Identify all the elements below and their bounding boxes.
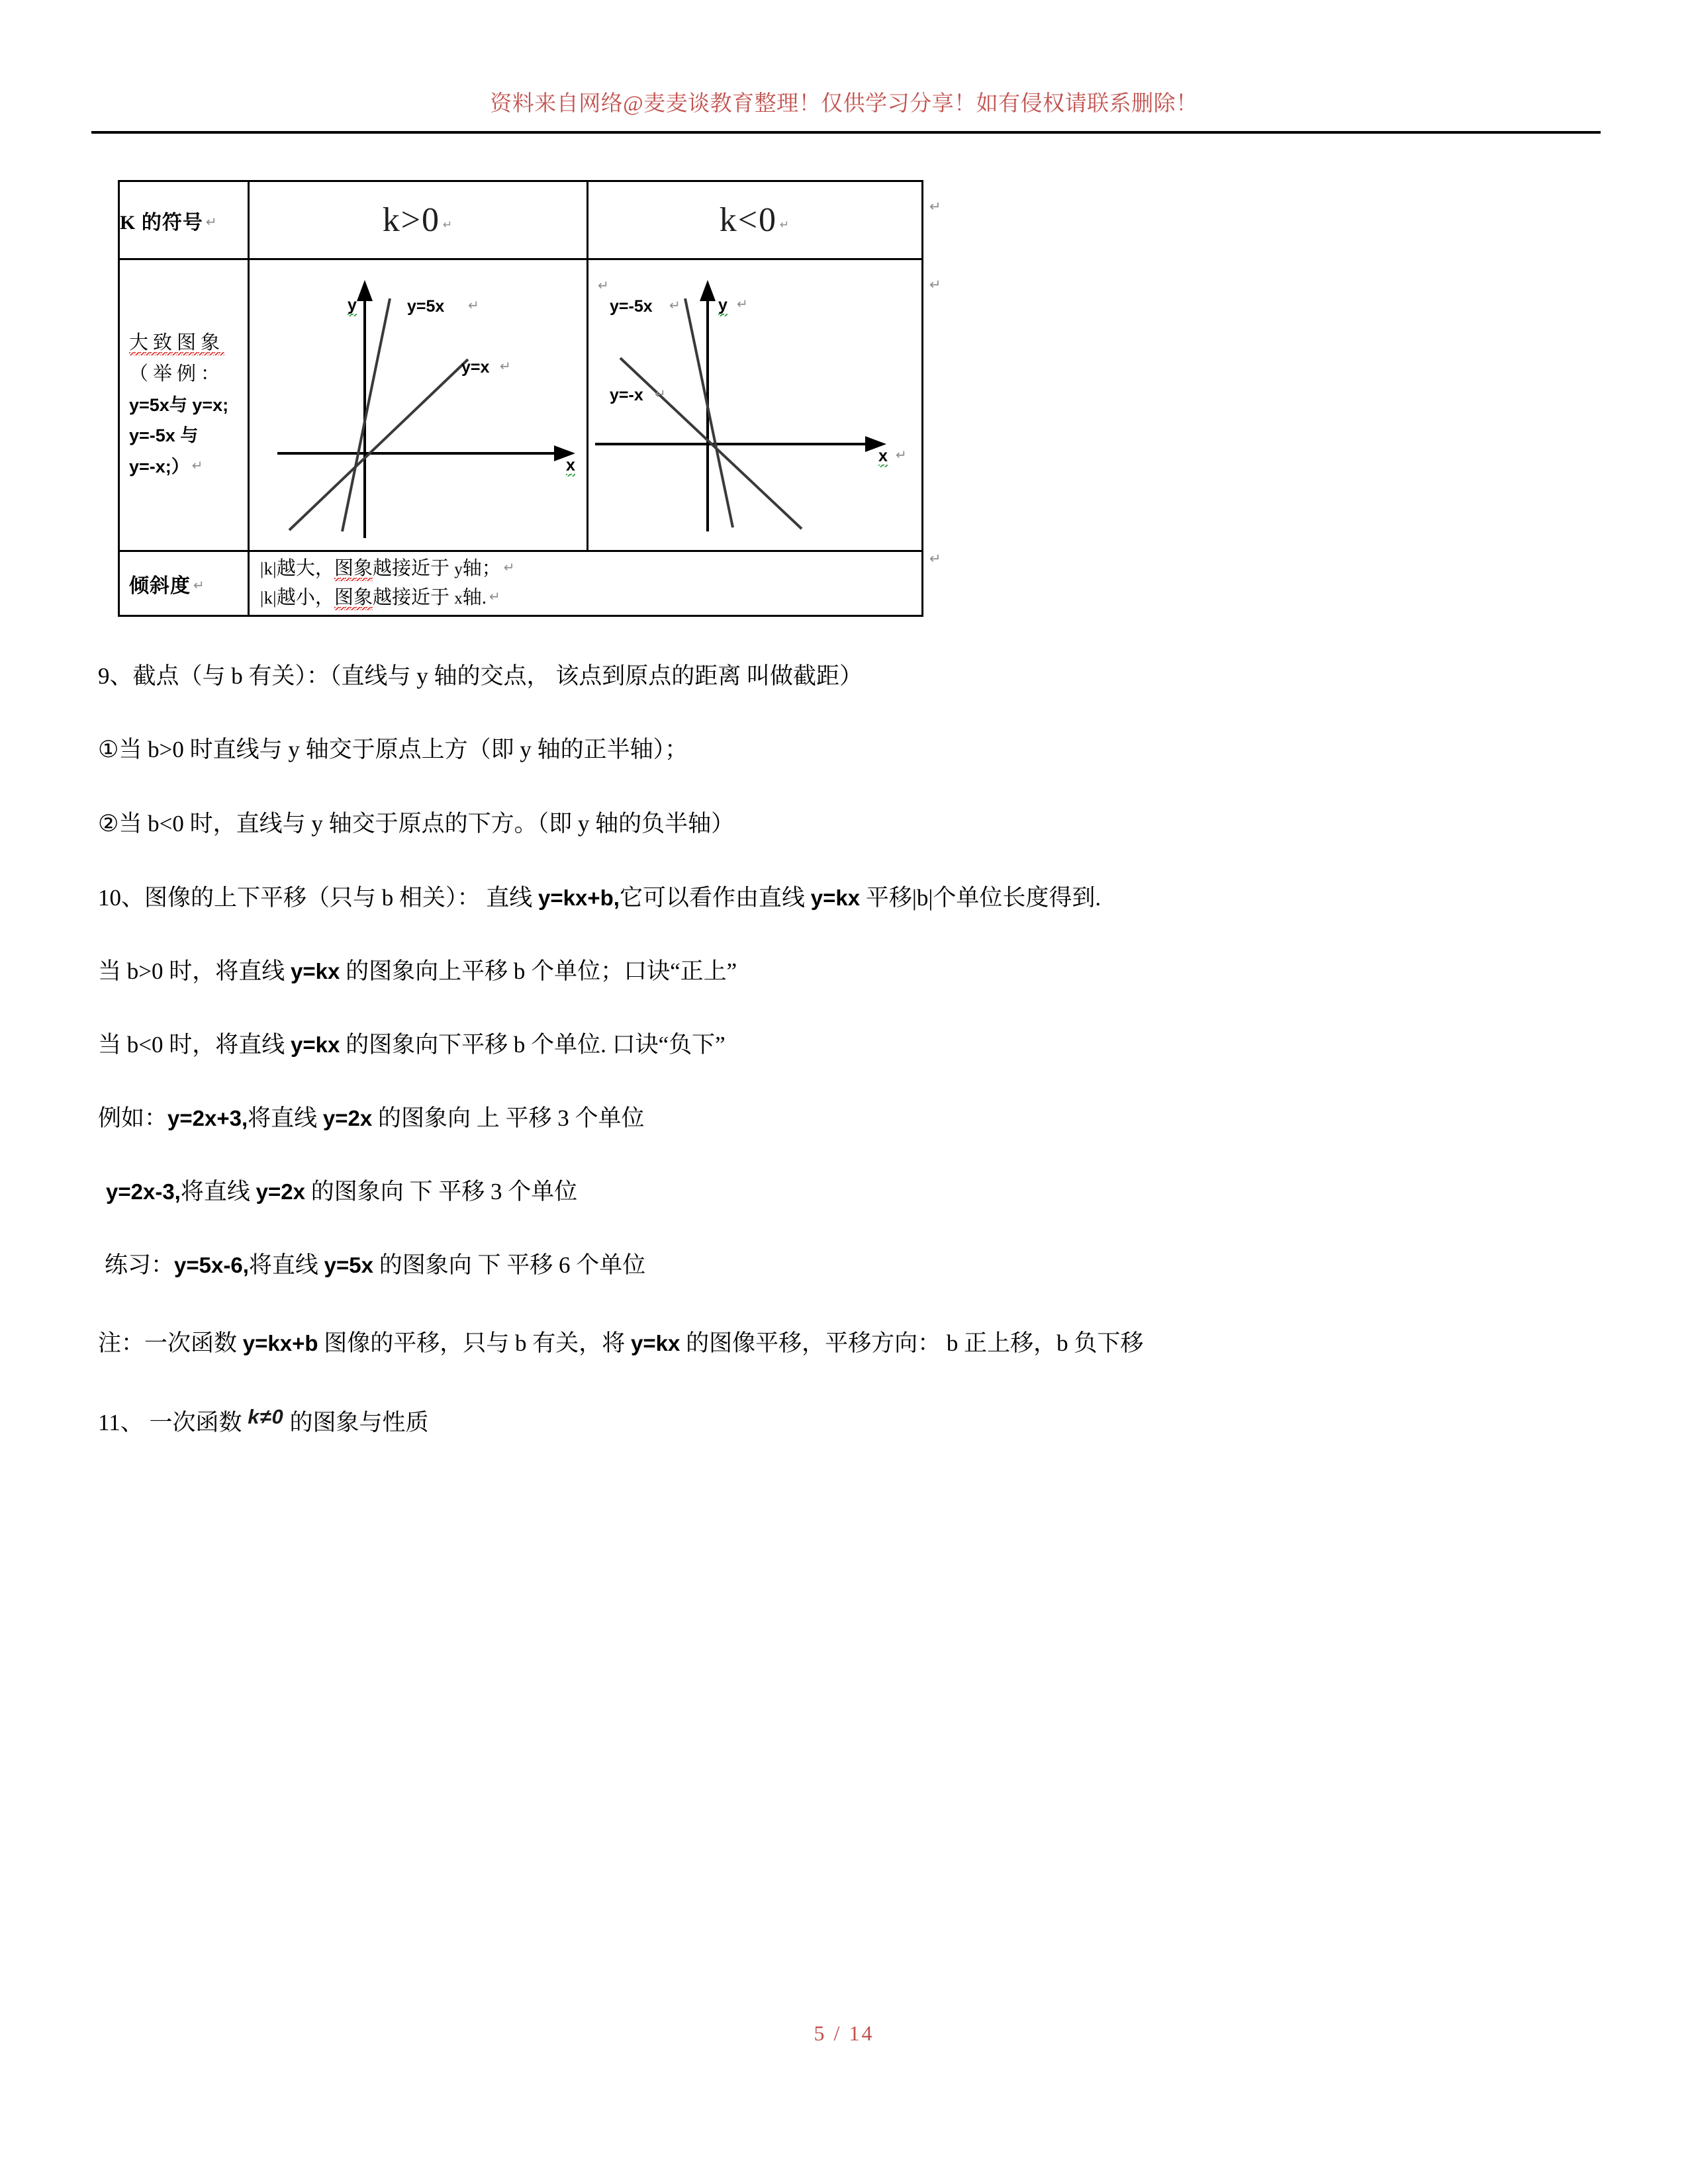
item10-part-c: 平移|b|个单位长度得到. [860,885,1102,911]
footer-page-current: 5 [814,2021,827,2045]
example-2-part-c: 的图象向 下 平移 3 个单位 [305,1179,578,1205]
pilcrow-icon: ↵ [737,296,748,312]
spacer [98,909,1601,960]
graph-description-text [120,322,248,488]
pilcrow-icon: ↵ [896,447,907,463]
desc-line-3: y=5x与 y=x; [129,394,229,415]
pilcrow-icon: ↵ [929,551,941,567]
table-row-slope-degree [119,551,923,616]
practice-equation-1: y=5x-6, [174,1253,249,1277]
desc-line-2: （举例： [129,363,225,385]
item11-part-a: 11、 一次函数 [98,1409,248,1435]
desc-line-1: 大致图象 [129,332,224,355]
slope-line2-kabs: |k| [260,588,277,608]
paragraph-practice [98,1253,1601,1277]
paragraph-note [98,1327,1508,1360]
graph-line-label-ym5x: y=-5x [610,297,653,316]
cell-graph-k-positive [249,259,588,551]
paragraph-item-9-sub-1 [98,738,1601,762]
circled-number-1: ① [98,737,119,763]
pilcrow-icon: ↵ [655,386,666,402]
item11-part-b: 的图象与性质 [283,1409,429,1435]
footer-page-total: 14 [849,2021,874,2045]
cell-k-sign-label [119,181,249,259]
page-footer [0,2021,1688,2046]
paragraph-item-11 [98,1406,1601,1434]
pilcrow-icon: ↵ [780,218,791,232]
slope-line1-kabs: |k| [260,559,277,578]
slope-line2-d: 越接近于 [372,586,449,608]
example-2-equation-1: y=2x-3, [106,1179,181,1204]
slope-line1-axis: y [454,561,463,578]
paragraph-shift-up [98,960,1601,983]
cell-k-positive-header [249,181,588,259]
spacer [98,983,1601,1033]
item10-part-a: 10、图像的上下平移（只与 b 相关）： 直线 [98,885,539,911]
graph-x-axis-label: x [566,456,575,477]
graph-x-axis-label: x [878,447,888,467]
example-1-part-c: 的图象向 上 平移 3 个单位 [372,1105,645,1131]
cell-graph-k-negative [588,259,923,551]
shift-up-part-b: 的图象向上平移 b 个单位；口诀“正上” [340,958,737,984]
example-1-part-b: 将直线 [248,1105,323,1131]
graph-y-axis-label: y [348,296,357,316]
pilcrow-icon: ↵ [193,576,205,593]
note-part-a: 注：一次函数 [98,1330,243,1356]
graph-line-label-ymx: y=-x [610,386,643,404]
slope-description-text [250,552,921,615]
spacer [98,1360,1601,1406]
spacer [98,688,1601,738]
pilcrow-icon: ↵ [205,213,217,230]
pilcrow-icon: ↵ [669,297,680,313]
graph-k-negative [588,260,921,550]
graph-line-label-y5x: y=5x [407,297,445,316]
practice-part-a: 练习： [105,1252,175,1278]
paragraph-item-9-sub-2 [98,812,1601,836]
paragraph-example-1 [98,1107,1601,1130]
header-divider-rule [91,131,1601,134]
shift-down-equation: y=kx [291,1032,340,1057]
cell-slope-label [119,551,249,616]
slope-line2-c: 图象 [334,587,373,610]
desc-line-4: y=-5x 与 [129,426,199,446]
header-watermark-text: 资料来自网络@麦麦谈教育整理！仅供学习分享！如有侵权请联系删除！ [490,92,1198,116]
pilcrow-icon: ↵ [598,277,609,293]
item10-equation-1: y=kx+b, [538,886,620,910]
paragraph-item-9: 9、截点（与 b 有关）：（直线与 y 轴的交点， 该点到原点的距离 叫做截距） [98,663,863,689]
paragraph-example-2 [98,1180,1601,1203]
slope-label-text: 倾斜度 [129,574,191,597]
paragraph-shift-down [98,1033,1601,1056]
slope-line1-c: 图象 [334,558,373,581]
shift-down-part-b: 的图象向下平移 b 个单位. 口诀“负下” [340,1032,726,1058]
example-1-equation-1: y=2x+3, [167,1106,248,1130]
desc-line-5: y=-x;） [129,457,189,477]
cell-k-negative-header [588,181,923,259]
spacer [98,1056,1601,1107]
pilcrow-icon: ↵ [929,277,941,293]
shift-down-part-a: 当 b<0 时，将直线 [98,1032,291,1058]
shift-up-part-a: 当 b>0 时，将直线 [98,958,291,984]
slope-line1-b: 越大， [276,558,334,579]
note-equation-2: y=kx [631,1331,680,1355]
spacer [98,1277,1601,1327]
example-1-equation-2: y=2x [322,1106,373,1130]
slope-line2-axis: x [454,589,463,608]
pilcrow-icon: ↵ [503,559,515,575]
spacer [98,762,1601,812]
example-1-part-a: 例如： [98,1105,168,1131]
graph-k-positive [250,260,586,550]
table-row-graphs [119,259,923,551]
slope-line1-d: 越接近于 [372,558,449,579]
pilcrow-icon: ↵ [468,297,479,313]
k-sign-table [118,180,923,617]
cell-slope-description [249,551,923,616]
item10-part-b: 它可以看作由直线 [619,885,811,911]
pilcrow-icon: ↵ [489,588,500,604]
note-equation-1: y=kx+b [242,1331,318,1355]
table-row-k-sign [119,181,923,259]
spacer [98,1203,1601,1253]
slope-line2-f: 轴. [462,586,487,608]
pilcrow-icon: ↵ [191,457,203,474]
graph-y-axis-label: y [718,296,727,316]
paragraph-item-9-sub-1-text: 当 b>0 时直线与 y 轴交于原点上方（即 y 轴的正半轴）； [118,737,688,762]
example-2-equation-2: y=2x [256,1179,305,1204]
pilcrow-icon: ↵ [500,358,511,374]
footer-page-separator: / [833,2021,842,2045]
slope-line1-f: 轴； [462,558,501,579]
pilcrow-icon: ↵ [929,199,941,214]
item10-equation-2: y=kx [810,886,861,910]
k-positive-text: k>0 [382,201,441,239]
note-part-b: 图像的平移，只与 b 有关，将 [318,1330,632,1356]
spacer [98,836,1601,886]
cell-graph-description [119,259,249,551]
practice-part-b: 将直线 [248,1252,324,1278]
practice-part-c: 的图象向 下 平移 6 个单位 [373,1252,646,1278]
paragraph-item-9-sub-2-text: 当 b<0 时，直线与 y 轴交于原点的下方。（即 y 轴的负半轴） [118,811,735,837]
k-sign-label-text: K 的符号 [120,211,203,234]
pilcrow-icon: ↵ [443,218,454,232]
graph-line-label-yx: y=x [461,358,490,377]
spacer [98,1130,1601,1180]
k-sign-table-wrapper [118,180,923,617]
circled-number-2: ② [98,811,119,837]
example-2-part-b: 将直线 [180,1179,256,1205]
note-part-c: 的图像平移，平移方向： b 正上移，b 负下移 [680,1330,1144,1356]
practice-equation-2: y=5x [324,1253,373,1277]
paragraph-item-10 [98,886,1601,909]
k-negative-text: k<0 [719,201,778,239]
item11-equation-image: k≠0 [248,1404,284,1428]
document-body [98,664,1601,1434]
slope-line2-b: 越小， [276,586,334,608]
shift-up-equation: y=kx [291,959,340,983]
page-header [0,86,1688,117]
